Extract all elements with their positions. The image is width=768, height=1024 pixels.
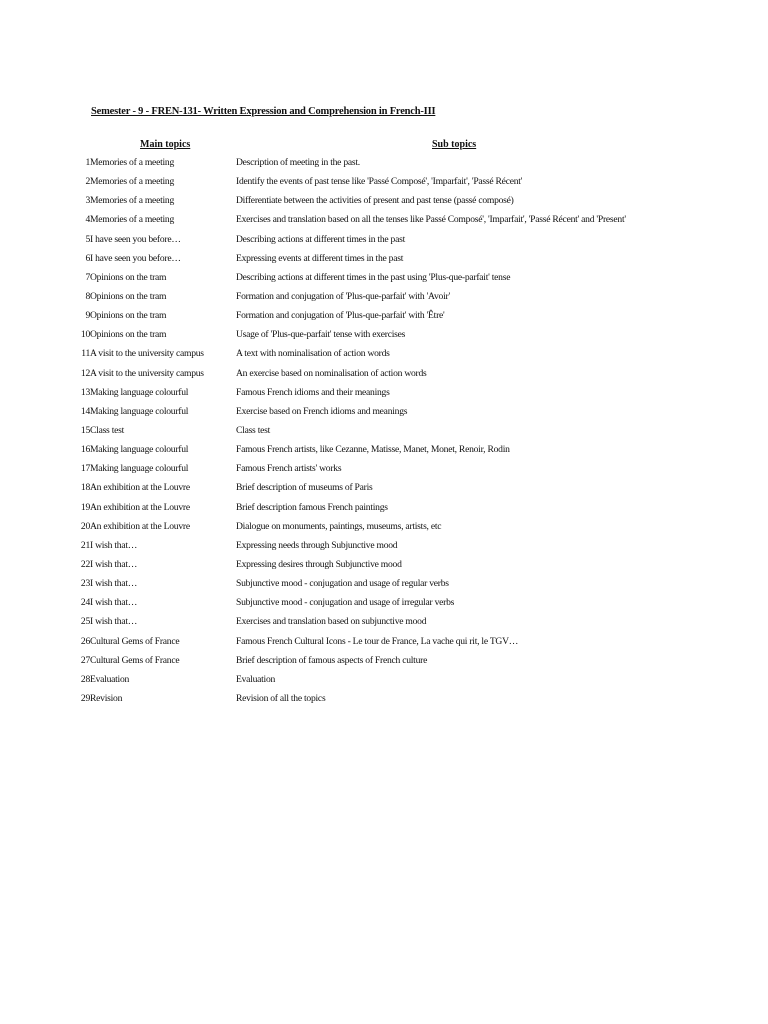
sub-topic-cell: Exercise based on French idioms and meanings bbox=[236, 405, 408, 417]
sub-topic-cell: Dialogue on monuments, paintings, museums, artists, etc bbox=[236, 520, 442, 532]
table-row bbox=[0, 421, 768, 440]
main-topic-cell: Memories of a meeting bbox=[90, 214, 174, 226]
row-number: 14 bbox=[80, 405, 90, 417]
table-row bbox=[0, 670, 768, 689]
table-row bbox=[0, 478, 768, 497]
main-topic-cell: Evaluation bbox=[90, 673, 130, 685]
sub-topic-cell: Famous French Cultural Icons - Le tour de France, La vache qui rit, le TGV… bbox=[236, 635, 519, 647]
sub-topic-cell: Usage of 'Plus-que-parfait' tense with exercises bbox=[236, 329, 406, 341]
table-row bbox=[0, 344, 768, 363]
row-number: 20 bbox=[80, 520, 90, 532]
row-number: 3 bbox=[85, 195, 90, 207]
sub-topics-header: Sub topics bbox=[432, 139, 477, 150]
sub-topic-cell: Famous French artists, like Cezanne, Matisse, Manet, Monet, Renoir, Rodin bbox=[236, 444, 510, 456]
row-number: 19 bbox=[80, 501, 90, 513]
main-topic-cell: A visit to the university campus bbox=[90, 348, 204, 360]
sub-topic-cell: An exercise based on nominalisation of action words bbox=[236, 367, 427, 379]
sub-topic-cell: Subjunctive mood - conjugation and usage of irregular verbs bbox=[236, 597, 455, 609]
main-topic-cell: I wish that… bbox=[90, 558, 138, 570]
main-topic-cell: Making language colourful bbox=[90, 386, 189, 398]
row-number: 16 bbox=[80, 444, 90, 456]
main-topic-cell: I have seen you before… bbox=[90, 252, 181, 264]
table-row bbox=[0, 555, 768, 574]
table-row bbox=[0, 459, 768, 478]
table-row bbox=[0, 287, 768, 306]
main-topic-cell: I wish that… bbox=[90, 616, 138, 628]
main-topic-cell: I wish that… bbox=[90, 578, 138, 590]
row-number: 21 bbox=[80, 539, 90, 551]
row-number: 6 bbox=[85, 252, 90, 264]
table-row bbox=[0, 612, 768, 631]
sub-topic-cell: Expressing needs through Subjunctive mood bbox=[236, 539, 398, 551]
table-row bbox=[0, 191, 768, 210]
table-row bbox=[0, 306, 768, 325]
row-number: 7 bbox=[85, 271, 90, 283]
main-topic-cell: Cultural Gems of France bbox=[90, 654, 180, 666]
main-topic-cell: Opinions on the tram bbox=[90, 290, 167, 302]
main-topics-header: Main topics bbox=[140, 139, 191, 150]
table-row bbox=[0, 249, 768, 268]
sub-topic-cell: Famous French idioms and their meanings bbox=[236, 386, 390, 398]
page-title: Semester - 9 - FREN-131- Written Expression and Comprehension in French-III bbox=[91, 106, 436, 117]
table-row bbox=[0, 536, 768, 555]
sub-topic-cell: Brief description of famous aspects of French culture bbox=[236, 654, 428, 666]
row-number: 1 bbox=[85, 157, 90, 168]
sub-topic-cell: Formation and conjugation of 'Plus-que-parfait' with 'Être' bbox=[236, 310, 445, 322]
row-number: 18 bbox=[80, 482, 90, 494]
row-number: 27 bbox=[80, 654, 90, 666]
row-number: 11 bbox=[81, 348, 90, 360]
sub-topic-cell: Revision of all the topics bbox=[236, 692, 326, 704]
sub-topic-cell: Identify the events of past tense like 'Passé Composé', 'Imparfait', 'Passé Récent' bbox=[236, 176, 523, 188]
topics-table bbox=[0, 153, 768, 708]
main-topic-cell: Opinions on the tram bbox=[90, 271, 167, 283]
table-row bbox=[0, 498, 768, 517]
main-topic-cell: Making language colourful bbox=[90, 444, 189, 456]
sub-topic-cell: Differentiate between the activities of present and past tense (passé composé) bbox=[236, 195, 514, 207]
table-row bbox=[0, 651, 768, 670]
row-number: 25 bbox=[80, 616, 90, 628]
sub-topic-cell: A text with nominalisation of action words bbox=[236, 348, 390, 360]
sub-topic-cell: Exercises and translation based on all the tenses like Passé Composé', 'Imparfait', 'Passé Récent' and 'Present' bbox=[236, 214, 626, 226]
main-topic-cell: Opinions on the tram bbox=[90, 329, 167, 341]
sub-topic-cell: Expressing events at different times in the past bbox=[236, 252, 404, 264]
main-topic-cell: Cultural Gems of France bbox=[90, 635, 180, 647]
table-row bbox=[0, 632, 768, 651]
sub-topic-cell: Formation and conjugation of 'Plus-que-parfait' with 'Avoir' bbox=[236, 290, 450, 302]
row-number: 2 bbox=[85, 176, 90, 188]
table-row bbox=[0, 440, 768, 459]
row-number: 28 bbox=[80, 673, 90, 685]
table-row bbox=[0, 402, 768, 421]
main-topic-cell: Making language colourful bbox=[90, 463, 189, 475]
main-topic-cell: I wish that… bbox=[90, 539, 138, 551]
sub-topic-cell: Brief description of museums of Paris bbox=[236, 482, 373, 494]
sub-topic-cell: Description of meeting in the past. bbox=[236, 157, 360, 168]
row-number: 22 bbox=[80, 558, 90, 570]
main-topic-cell: Class test bbox=[90, 424, 125, 436]
row-number: 5 bbox=[85, 233, 90, 245]
table-row bbox=[0, 383, 768, 402]
table-row bbox=[0, 230, 768, 249]
row-number: 10 bbox=[80, 329, 90, 341]
table-row bbox=[0, 172, 768, 191]
row-number: 15 bbox=[80, 424, 90, 436]
row-number: 29 bbox=[80, 692, 90, 704]
main-topic-cell: An exhibition at the Louvre bbox=[90, 520, 190, 532]
sub-topic-cell: Describing actions at different times in the past bbox=[236, 233, 406, 245]
row-number: 12 bbox=[80, 367, 90, 379]
row-number: 4 bbox=[85, 214, 90, 226]
table-row bbox=[0, 364, 768, 383]
row-number: 23 bbox=[80, 578, 90, 590]
sub-topic-cell: Famous French artists' works bbox=[236, 463, 342, 475]
main-topic-cell: Opinions on the tram bbox=[90, 310, 167, 322]
main-topic-cell: An exhibition at the Louvre bbox=[90, 482, 190, 494]
row-number: 26 bbox=[80, 635, 90, 647]
main-topic-cell: Making language colourful bbox=[90, 405, 189, 417]
table-row bbox=[0, 210, 768, 229]
row-number: 17 bbox=[80, 463, 90, 475]
main-topic-cell: An exhibition at the Louvre bbox=[90, 501, 190, 513]
sub-topic-cell: Evaluation bbox=[236, 673, 276, 685]
main-topic-cell: Memories of a meeting bbox=[90, 176, 174, 188]
table-row bbox=[0, 325, 768, 344]
sub-topic-cell: Exercises and translation based on subjunctive mood bbox=[236, 616, 427, 628]
row-number: 13 bbox=[80, 386, 90, 398]
row-number: 24 bbox=[80, 597, 90, 609]
table-row bbox=[0, 153, 768, 172]
main-topic-cell: Memories of a meeting bbox=[90, 157, 174, 168]
row-number: 8 bbox=[85, 290, 90, 302]
main-topic-cell: Memories of a meeting bbox=[90, 195, 174, 207]
table-row bbox=[0, 689, 768, 708]
main-topic-cell: I wish that… bbox=[90, 597, 138, 609]
main-topic-cell: A visit to the university campus bbox=[90, 367, 204, 379]
table-row bbox=[0, 517, 768, 536]
main-topic-cell: I have seen you before… bbox=[90, 233, 181, 245]
table-row bbox=[0, 268, 768, 287]
table-row bbox=[0, 593, 768, 612]
sub-topic-cell: Brief description famous French paintings bbox=[236, 501, 388, 513]
row-number: 9 bbox=[85, 310, 90, 322]
main-topic-cell: Revision bbox=[90, 692, 123, 704]
sub-topic-cell: Class test bbox=[236, 424, 271, 436]
table-row bbox=[0, 574, 768, 593]
sub-topic-cell: Expressing desires through Subjunctive mood bbox=[236, 558, 402, 570]
sub-topic-cell: Subjunctive mood - conjugation and usage of regular verbs bbox=[236, 578, 449, 590]
sub-topic-cell: Describing actions at different times in the past using 'Plus-que-parfait' tense bbox=[236, 271, 511, 283]
